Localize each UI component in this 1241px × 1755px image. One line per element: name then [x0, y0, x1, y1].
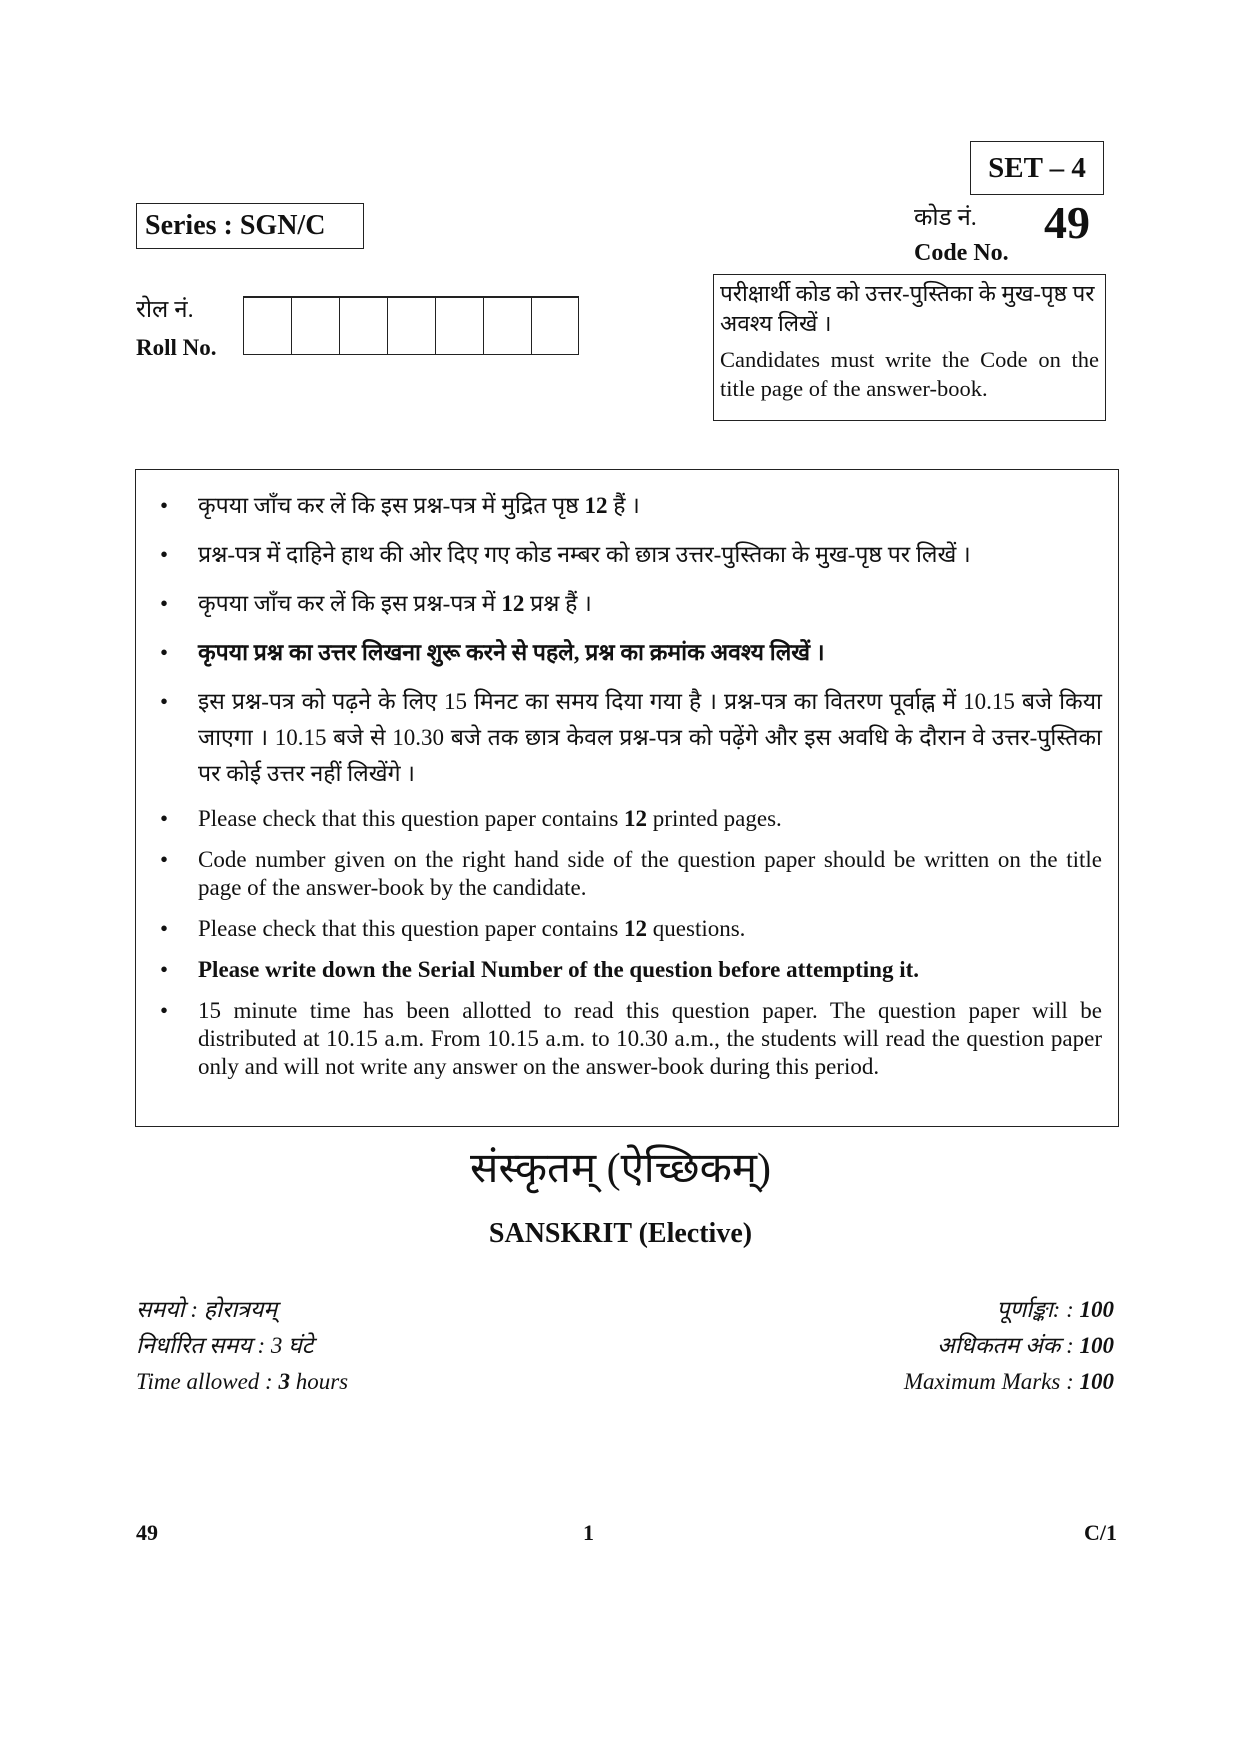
marks-info	[904, 1292, 1114, 1400]
instruction-item	[136, 537, 1102, 573]
instruction-item	[136, 805, 1102, 833]
instructions-hindi	[136, 488, 1102, 792]
unit: घंटे	[282, 1333, 314, 1358]
bullet-icon: •	[160, 806, 169, 831]
code-notice-box	[713, 274, 1106, 421]
subject-title-hindi: संस्कृतम् (ऐच्छिकम्)	[470, 1146, 771, 1192]
roll-digit-box[interactable]	[291, 298, 339, 354]
roll-digit-box[interactable]	[339, 298, 387, 354]
instruction-text: 12	[584, 493, 608, 518]
instruction-item	[136, 997, 1102, 1081]
bullet-icon: •	[160, 689, 169, 714]
notice-english: Candidates must write the Code on the title page of the answer-book.	[720, 347, 1099, 401]
instruction-text: प्रश्न हैं ।	[524, 591, 592, 616]
instruction-text: कृपया जाँच कर लें कि इस प्रश्न-पत्र में मुद्रित पृष्ठ	[198, 493, 585, 518]
marks-hindi	[904, 1328, 1114, 1364]
roll-digit-box[interactable]	[243, 298, 291, 354]
roll-number-boxes[interactable]	[243, 296, 579, 355]
code-label-hindi: कोड नं.	[914, 205, 977, 231]
instruction-text: कृपया जाँच कर लें कि इस प्रश्न-पत्र में	[198, 591, 502, 616]
subject-title-english: SANSKRIT (Elective)	[488, 1218, 753, 1249]
series-box: Series : SGN/C	[136, 203, 364, 249]
instruction-text: 12	[501, 591, 525, 616]
instruction-text: Please check that this question paper contains	[198, 806, 625, 831]
notice-hindi: परीक्षार्थी कोड को उत्तर-पुस्तिका के मुख-पृष्ठ पर अवश्य लिखें ।	[720, 281, 1095, 336]
instruction-text: Please write down the Serial Number of the question before attempting it.	[198, 957, 920, 982]
code-number: 49	[1044, 197, 1090, 248]
instruction-text: हैं ।	[607, 493, 640, 518]
instructions-box	[135, 469, 1119, 1127]
value: 100	[1079, 1297, 1114, 1322]
roll-digit-box[interactable]	[531, 298, 579, 354]
bullet-icon: •	[160, 847, 169, 872]
value: 3	[278, 1369, 290, 1394]
footer-series: C/1	[1084, 1520, 1117, 1545]
instruction-text: printed pages.	[647, 806, 782, 831]
marks-english	[904, 1364, 1114, 1400]
instruction-text: इस प्रश्न-पत्र को पढ़ने के लिए 15 मिनट का समय दिया गया है । प्रश्न-पत्र का वितरण पूर्वाह्न में 10.15 बजे किया जाएगा । 10.15 बजे से 10.30 बजे तक छात्र केवल प्रश्न-पत्र को पढ़ेंगे और इस अवधि के दौरान वे उत्तर-पुस्तिका पर कोई उत्तर नहीं लिखेंगे ।	[198, 689, 1102, 786]
bullet-icon: •	[160, 916, 169, 941]
value: 100	[1079, 1369, 1114, 1394]
roll-label-hindi: रोल नं.	[136, 297, 194, 323]
label: अधिकतम अंक :	[937, 1333, 1080, 1358]
instruction-item	[136, 635, 1102, 671]
label: निर्धारित समय :	[136, 1333, 271, 1358]
label: Time allowed :	[136, 1369, 279, 1394]
label: Maximum Marks :	[903, 1369, 1080, 1394]
instruction-item	[136, 956, 1102, 984]
instruction-text: कृपया प्रश्न का उत्तर लिखना शुरू करने से पहले, प्रश्न का क्रमांक अवश्य लिखें ।	[198, 640, 825, 665]
bullet-icon: •	[160, 542, 169, 567]
instruction-text: questions.	[647, 916, 746, 941]
roll-label-english: Roll No.	[136, 335, 217, 360]
roll-digit-box[interactable]	[387, 298, 435, 354]
instruction-text: Code number given on the right hand side of the question paper should be written on the title page of the answer-book by the candidate.	[198, 847, 1102, 900]
marks-sanskrit	[904, 1292, 1114, 1328]
value: 3	[270, 1333, 283, 1358]
roll-digit-box[interactable]	[483, 298, 531, 354]
unit: hours	[289, 1369, 349, 1394]
instruction-text: Please check that this question paper contains	[198, 916, 625, 941]
code-label-english: Code No.	[914, 240, 1009, 266]
time-sanskrit: समयो : होरात्रयम्	[136, 1297, 278, 1322]
roll-digit-box[interactable]	[435, 298, 483, 354]
instruction-text: 12	[624, 806, 648, 831]
instruction-text: 15 minute time has been allotted to read this question paper. The question paper will be distributed at 10.15 a.m. From 10.15 a.m. to 10.30 a.m., the students will read the question paper only and will not write any answer on the answer-book during this period.	[198, 998, 1102, 1079]
page-number: 1	[583, 1520, 594, 1545]
instruction-text: 12	[624, 916, 648, 941]
instruction-text: प्रश्न-पत्र में दाहिने हाथ की ओर दिए गए कोड नम्बर को छात्र उत्तर-पुस्तिका के मुख-पृष्ठ पर लिखें ।	[198, 542, 971, 567]
set-number-box: SET – 4	[970, 141, 1104, 195]
bullet-icon: •	[160, 957, 169, 982]
value: 100	[1079, 1333, 1114, 1358]
bullet-icon: •	[160, 998, 169, 1023]
footer-code: 49	[136, 1520, 158, 1545]
instruction-item	[136, 488, 1102, 524]
time-english	[136, 1364, 348, 1400]
instructions-english	[136, 805, 1102, 1081]
bullet-icon: •	[160, 493, 169, 518]
instruction-item	[136, 915, 1102, 943]
label: पूर्णाङ्का: :	[996, 1297, 1080, 1322]
instruction-item	[136, 586, 1102, 622]
bullet-icon: •	[160, 640, 169, 665]
instruction-item	[136, 846, 1102, 902]
instruction-item	[136, 684, 1102, 792]
time-info	[136, 1292, 348, 1400]
time-hindi	[136, 1328, 348, 1364]
bullet-icon: •	[160, 591, 169, 616]
